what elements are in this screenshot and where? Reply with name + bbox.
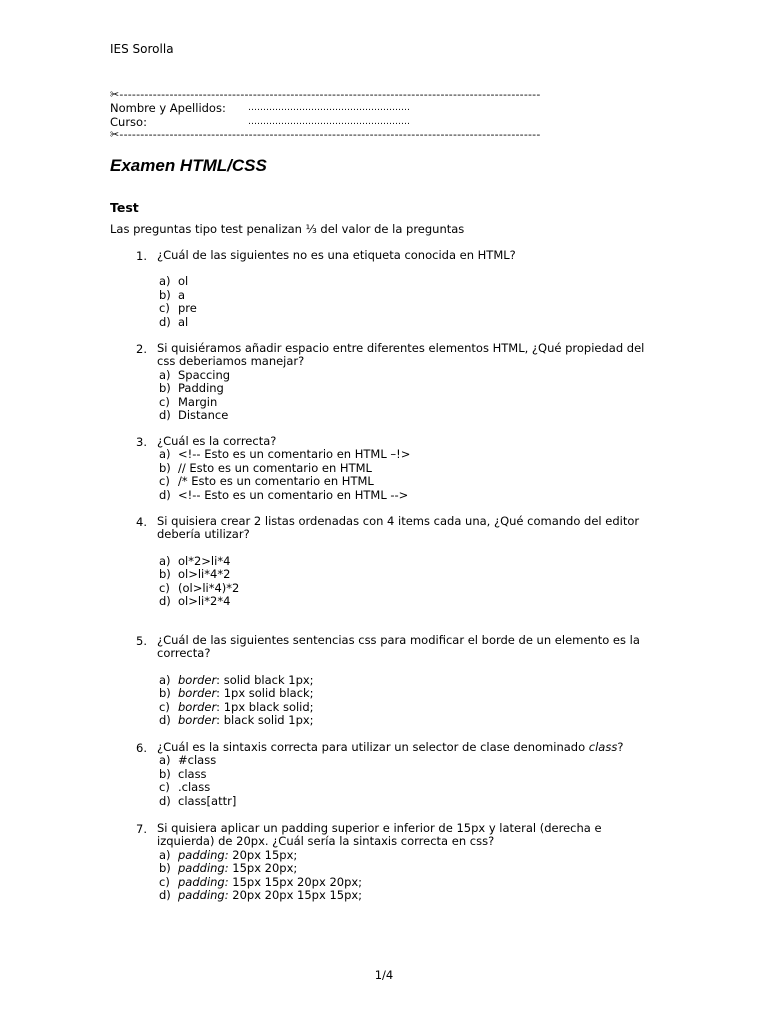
question-3 [136, 435, 656, 502]
name-field: ……………………………………………… [248, 103, 410, 113]
question-text: ¿Cuál es la sintaxis correcta para utilizar un selector de clase denominado class? [157, 740, 624, 754]
question-5 [136, 634, 656, 727]
question-1 [136, 249, 656, 329]
cut-line-dashes: ----------------------------------------------------------------------------------------------------- [119, 128, 541, 141]
page-number: 1/4 [374, 968, 394, 982]
option-c: c) /* Esto es un comentario en HTML [159, 474, 374, 489]
option-d: d) Distance [159, 408, 229, 423]
question-text: Si quisiéramos añadir espacio entre diferentes elementos HTML, ¿Qué propiedad del css deberiamos manejar? [157, 341, 645, 369]
question-text: ¿Cuál es la correcta? [157, 434, 277, 448]
question-number: 5. [136, 634, 147, 648]
question-6 [136, 741, 656, 808]
question-number: 6. [136, 741, 147, 755]
question-number: 4. [136, 515, 147, 529]
option-a: a) #class [159, 753, 217, 768]
question-2 [136, 342, 656, 422]
question-number: 3. [136, 435, 147, 449]
question-number: 2. [136, 342, 147, 356]
cut-line-bottom [110, 128, 615, 141]
option-b: b) Padding [159, 381, 224, 396]
option-a: a) padding: 20px 15px; [159, 847, 298, 862]
option-c: c) Margin [159, 394, 218, 409]
option-a: a) border: solid black 1px; [159, 672, 314, 687]
school-header: IES Sorolla [110, 42, 174, 56]
name-label: Nombre y Apellidos: [110, 101, 226, 115]
exam-title: Examen HTML/CSS [110, 156, 267, 175]
intro-text: Las preguntas tipo test penalizan ⅓ del valor de la preguntas [110, 222, 465, 236]
scissors-icon: ✂ [110, 128, 120, 141]
option-b: b) padding: 15px 20px; [159, 861, 298, 876]
option-b: b) class [159, 766, 207, 781]
option-b: b) ol>li*4*2 [159, 567, 231, 582]
question-number: 1. [136, 249, 147, 263]
option-a: a) <!-- Esto es un comentario en HTML –!> [159, 447, 411, 462]
option-d: d) <!-- Esto es un comentario en HTML --> [159, 487, 409, 502]
question-text: Si quisiera aplicar un padding superior e inferior de 15px y lateral (derecha e izquierda) de 20px. ¿Cuál sería la sintaxis correcta en css? [157, 821, 602, 849]
cut-line-top [110, 88, 615, 101]
option-c: c) padding: 15px 15px 20px 20px; [159, 874, 363, 889]
option-b: b) border: 1px solid black; [159, 686, 314, 701]
option-c: c) border: 1px black solid; [159, 699, 314, 714]
option-a: a) Spaccing [159, 367, 231, 382]
question-text: ¿Cuál de las siguientes no es una etiqueta conocida en HTML? [157, 248, 516, 262]
option-c: c) .class [159, 780, 211, 795]
course-label: Curso: [110, 115, 147, 129]
option-a: a) ol*2>li*4 [159, 553, 231, 568]
question-7 [136, 822, 656, 902]
option-b: b) // Esto es un comentario en HTML [159, 460, 372, 475]
option-d: d) border: black solid 1px; [159, 713, 314, 728]
option-d: d) ol>li*2*4 [159, 594, 231, 609]
question-4 [136, 515, 656, 608]
option-b: b) a [159, 287, 186, 302]
option-d: d) class[attr] [159, 793, 237, 808]
cut-line-dashes: ----------------------------------------------------------------------------------------------------- [119, 88, 541, 101]
course-field: ……………………………………………… [248, 117, 410, 127]
option-a: a) ol [159, 274, 189, 289]
option-c: c) pre [159, 301, 197, 316]
option-d: d) al [159, 314, 189, 329]
question-number: 7. [136, 822, 147, 836]
question-text: Si quisiera crear 2 listas ordenadas con 4 items cada una, ¿Qué comando del editor debería utilizar? [157, 514, 640, 542]
section-heading: Test [110, 200, 139, 215]
question-text: ¿Cuál de las siguientes sentencias css para modificar el borde de un elemento es la correcta? [157, 633, 640, 661]
option-d: d) padding: 20px 20px 15px 15px; [159, 888, 363, 903]
option-c: c) (ol>li*4)*2 [159, 580, 240, 595]
scissors-icon: ✂ [110, 88, 120, 101]
